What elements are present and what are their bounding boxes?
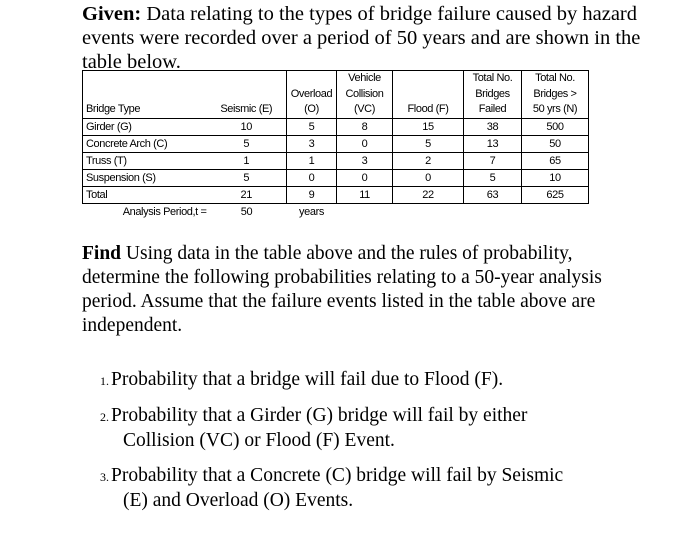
header-row-2: [83, 87, 589, 103]
given-paragraph: [82, 2, 642, 74]
header-bridges-gt: Bridges >: [522, 87, 589, 103]
find-paragraph: [82, 242, 642, 338]
given-label: Given:: [82, 3, 142, 25]
cell-flood: 2: [393, 152, 464, 169]
cell-overload: 9: [287, 186, 337, 203]
row-type: Girder (G): [83, 118, 207, 135]
question-item: [100, 404, 640, 453]
analysis-period-value: 50: [240, 205, 253, 218]
table-row: [83, 169, 589, 186]
questions-list: [100, 368, 640, 524]
row-type: Concrete Arch (C): [83, 135, 207, 152]
table-row: [83, 135, 589, 152]
cell-failed: 63: [464, 186, 522, 203]
cell-collision: 11: [337, 186, 393, 203]
question-number: 1.: [100, 374, 109, 388]
cell-total-bridges: 625: [522, 186, 589, 203]
cell-seismic: 10: [207, 118, 287, 135]
header-total-no-bridges: Total No.: [522, 71, 589, 87]
find-text: Using data in the table above and the rules of probability, determine the following probabilities relating to a 50-year analysis period. Assume that the failure events listed in the table above are independent.: [82, 243, 602, 336]
question-number: 3.: [100, 470, 109, 484]
given-text: Data relating to the types of bridge failure caused by hazard events were recorded over a period of 50 years and are shown in the table below.: [82, 3, 641, 73]
analysis-period-unit: years: [299, 205, 324, 218]
header-overload-code: (O): [287, 102, 337, 118]
question-number: 2.: [100, 410, 109, 424]
cell-overload: 1: [287, 152, 337, 169]
question-text-continued: (E) and Overload (O) Events.: [123, 490, 354, 511]
header-seismic: Seismic (E): [207, 102, 287, 118]
question-text: Probability that a Girder (G) bridge will fail by either: [111, 405, 528, 426]
question-text-continued: Collision (VC) or Flood (F) Event.: [123, 430, 395, 451]
cell-total-bridges: 50: [522, 135, 589, 152]
header-row-1: [83, 71, 589, 87]
row-type: Total: [83, 186, 207, 203]
cell-flood: 15: [393, 118, 464, 135]
header-failed: Failed: [464, 102, 522, 118]
question-text: Probability that a bridge will fail due to Flood (F).: [111, 369, 504, 390]
cell-seismic: 5: [207, 169, 287, 186]
header-bridge-type: Bridge Type: [83, 102, 207, 118]
cell-failed: 38: [464, 118, 522, 135]
header-collision: Collision: [337, 87, 393, 103]
cell-total-bridges: 500: [522, 118, 589, 135]
cell-total-bridges: 10: [522, 169, 589, 186]
cell-collision: 0: [337, 135, 393, 152]
cell-failed: 5: [464, 169, 522, 186]
cell-overload: 3: [287, 135, 337, 152]
analysis-period-row: [83, 203, 589, 220]
table-row: [83, 118, 589, 135]
cell-flood: 22: [393, 186, 464, 203]
cell-failed: 13: [464, 135, 522, 152]
cell-flood: 0: [393, 169, 464, 186]
table-row-total: [83, 186, 589, 203]
cell-seismic: 5: [207, 135, 287, 152]
question-item: [100, 368, 640, 393]
cell-collision: 0: [337, 169, 393, 186]
row-type: Truss (T): [83, 152, 207, 169]
bridge-failure-table: [82, 70, 589, 220]
find-label: Find: [82, 243, 122, 264]
cell-flood: 5: [393, 135, 464, 152]
question-text: Probability that a Concrete (C) bridge will fail by Seismic: [111, 465, 564, 486]
cell-overload: 0: [287, 169, 337, 186]
analysis-period-label: Analysis Period,t =: [122, 205, 207, 218]
question-item: [100, 464, 640, 513]
data-table: [82, 70, 589, 220]
cell-seismic: 1: [207, 152, 287, 169]
cell-total-bridges: 65: [522, 152, 589, 169]
cell-overload: 5: [287, 118, 337, 135]
header-50yrs: 50 yrs (N): [522, 102, 589, 118]
table-row: [83, 152, 589, 169]
header-vc-code: (VC): [337, 102, 393, 118]
cell-collision: 3: [337, 152, 393, 169]
cell-collision: 8: [337, 118, 393, 135]
cell-failed: 7: [464, 152, 522, 169]
header-row-3: [83, 102, 589, 118]
header-total-no-failed: Total No.: [464, 71, 522, 87]
header-vehicle: Vehicle: [337, 71, 393, 87]
header-overload: Overload: [287, 87, 337, 103]
header-bridges: Bridges: [464, 87, 522, 103]
header-flood: Flood (F): [393, 102, 464, 118]
row-type: Suspension (S): [83, 169, 207, 186]
cell-seismic: 21: [207, 186, 287, 203]
